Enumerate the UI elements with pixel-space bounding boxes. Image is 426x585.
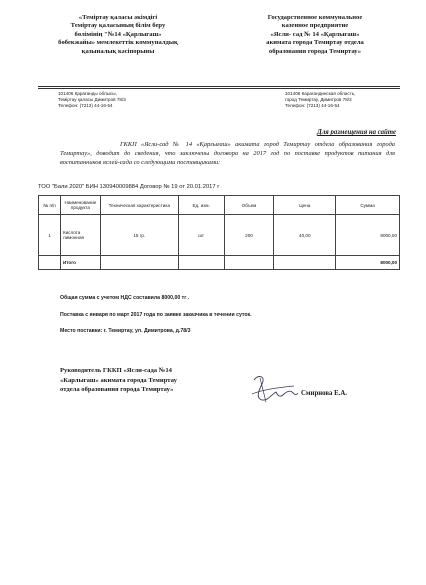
signatory-title-line: «Карлыгаш» акимата города Темиртау: [60, 376, 177, 384]
header-left-line: қазыналық кәсіпорыны: [81, 47, 155, 55]
cell-empty: [178, 256, 224, 270]
cell-empty: [100, 256, 178, 270]
cell-name: Кислота лимонная: [60, 215, 100, 256]
address-right-line: город Темиртау, Димитров 78/3: [285, 97, 352, 102]
cell-empty: [39, 256, 61, 270]
total-value: 8000,00: [336, 256, 400, 270]
handwritten-signature: [248, 370, 300, 410]
header-right-line: акимата города Темиртау отдела: [266, 39, 364, 47]
total-label: Итого: [60, 256, 100, 270]
header-right-line: «Ясли- сад № 14 «Қарлығаш»: [270, 30, 360, 38]
cell-sum: 8000,00: [336, 215, 400, 256]
header-divider-thin: [38, 88, 400, 89]
contract-line: ТОО "Бали 2020" БИН 130940009884 Договор № 19 от 20.01.2017 г: [38, 184, 220, 190]
address-left: [58, 91, 178, 109]
header-left-kazakh: [48, 14, 188, 56]
col-header-price: Цена: [274, 196, 336, 215]
header-right-line: казенное предприятие: [281, 22, 349, 30]
signatory-title: [60, 366, 250, 395]
cell-num: 1: [39, 215, 61, 256]
address-left-line: Теміртау қаласы Димитров 78/3: [58, 97, 126, 102]
signatory-title-line: Руководитель ГККП «Ясли-сада №14: [60, 367, 172, 374]
supply-table: [38, 195, 400, 270]
col-header-spec: Техническая характеристика: [100, 196, 178, 215]
summary-delivery-terms: Поставка с января по март 2017 года по заявке заказчика в течении суток.: [60, 312, 252, 318]
header-left-line: бөбекжайы» мемлекеттік коммуналдық: [58, 39, 178, 47]
address-left-line: Телефон: (7213) 44-16-54: [58, 103, 113, 108]
cell-empty: [274, 256, 336, 270]
address-left-line: 101406 Қарағанды облысы,: [58, 91, 117, 96]
col-header-qty: Объем: [224, 196, 274, 215]
header-left-line: Теміртау қаласының білім беру: [70, 22, 166, 30]
placement-note: Для размещения на сайте: [317, 129, 396, 136]
header-left-line: бөлімінің "№14 «Қарлығаш»: [74, 30, 162, 38]
col-header-num: № п/п: [39, 196, 61, 215]
cell-unit: шт: [178, 215, 224, 256]
cell-qty: 200: [224, 215, 274, 256]
header-right-line: образования города Темиртау»: [268, 47, 362, 55]
cell-spec: 15 гр.: [100, 215, 178, 256]
cell-price: 40,00: [274, 215, 336, 256]
col-header-name: Наименование продукта: [60, 196, 100, 215]
signatory-title-line: отдела образования города Темиртау»: [60, 386, 174, 394]
header-right-russian: [240, 14, 390, 56]
address-right-line: 101406 Карагандинская область,: [285, 91, 356, 96]
header-divider: [38, 86, 400, 87]
summary-total: Общая сумма с учетом НДС составила 8000,00 тг .: [60, 295, 190, 301]
table-total-row: [39, 256, 400, 270]
table-row: [39, 215, 400, 256]
intro-paragraph: ГККП «Ясли-сад № 14 «Қарлығаш» акимата город Темиртау отдела образования города Темиртау», доводит до сведения, что заключены договора на 2017 год по поставке продуктов питания для воспитанников яслей-сада со следующими поставщиками:: [60, 141, 395, 166]
col-header-unit: Ед. изм.: [178, 196, 224, 215]
address-right: [285, 91, 395, 109]
col-header-sum: Сумма: [336, 196, 400, 215]
header-left-line: «Теміртау қаласы әкімдігі: [78, 14, 158, 21]
signatory-name: Смирнова Е.А.: [301, 390, 347, 397]
table-header-row: [39, 196, 400, 215]
address-right-line: Телефон: (7213) 44-16-54: [285, 103, 340, 108]
cell-empty: [224, 256, 274, 270]
header-right-line: Государственное коммунальное: [267, 14, 363, 21]
summary-delivery-place: Место поставки: г. Темиртау, ул. Димитрова, д.78/3: [60, 328, 191, 334]
